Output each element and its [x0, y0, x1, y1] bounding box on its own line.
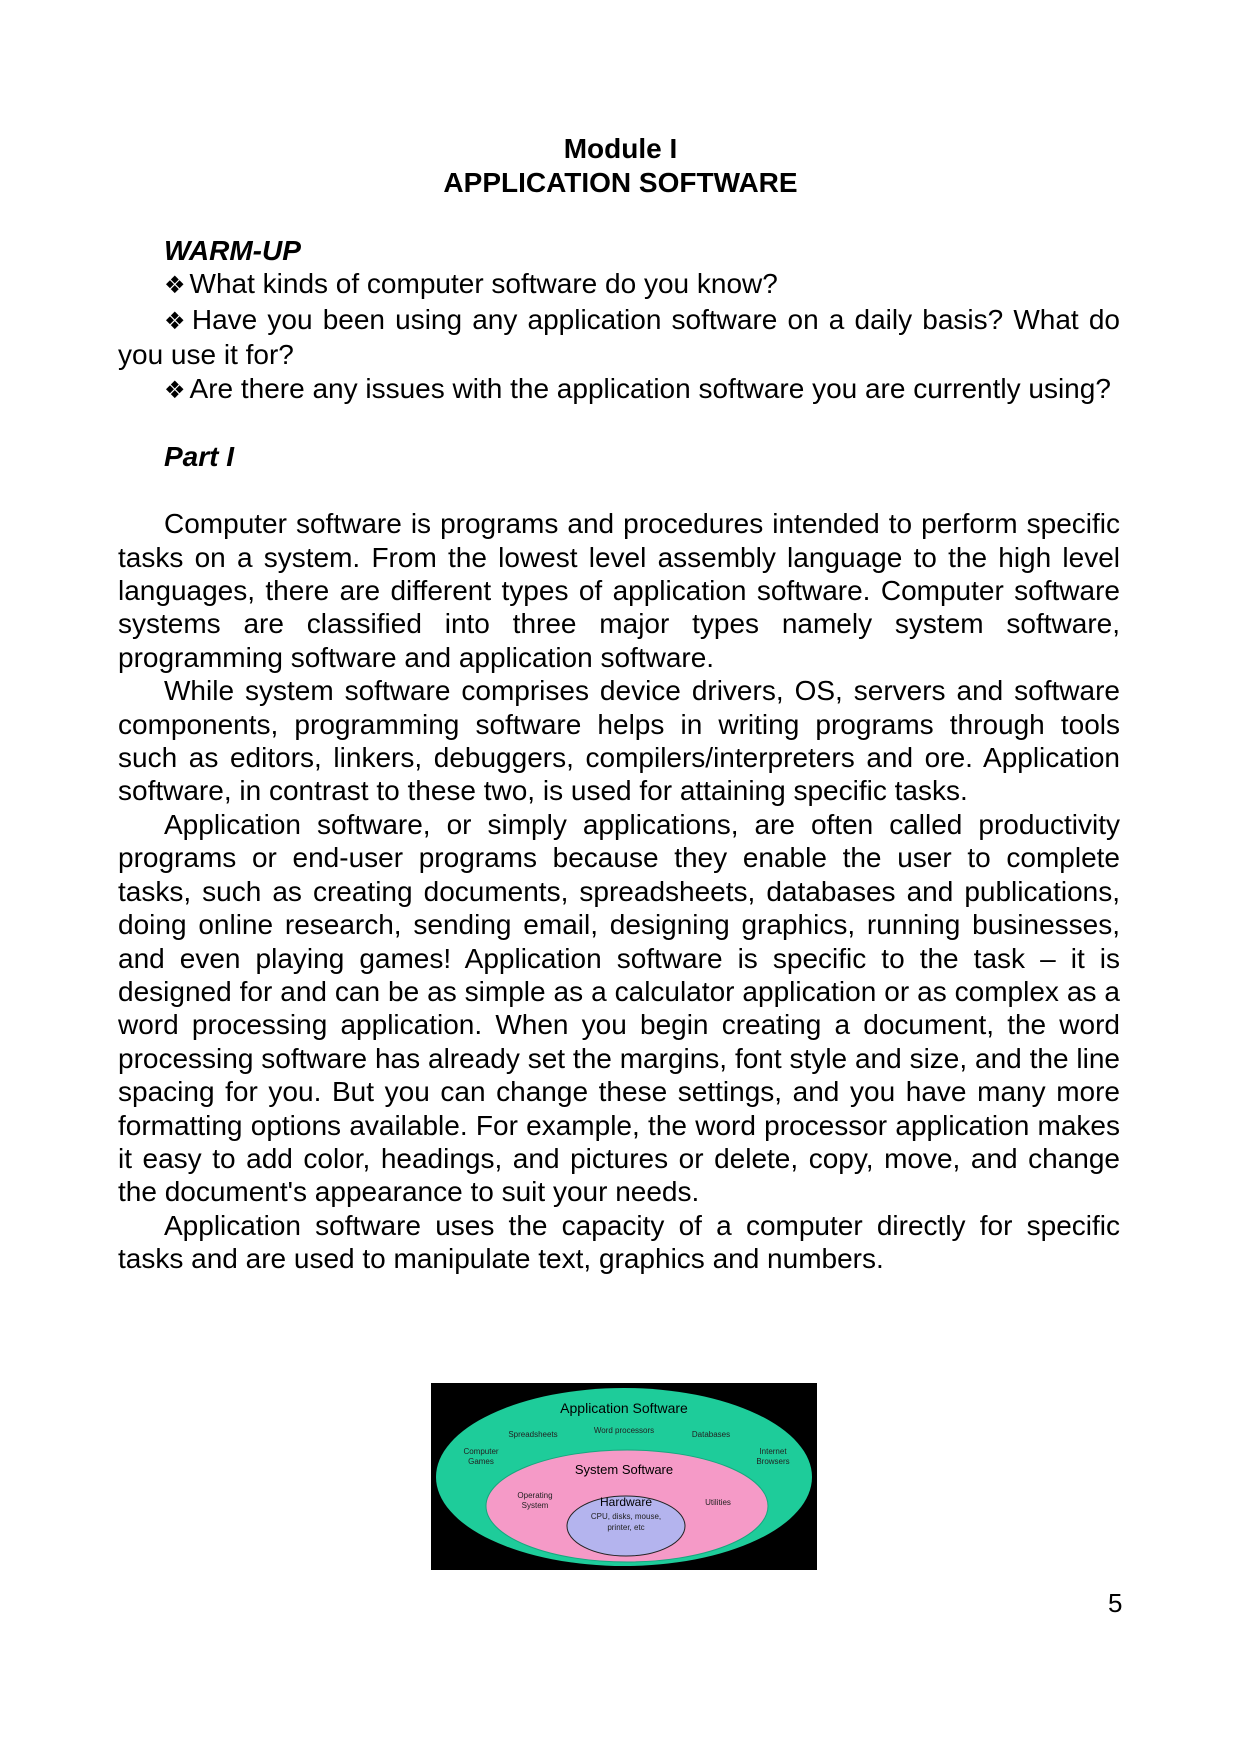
module-header — [0, 132, 1241, 200]
diamond-bullet-icon: ❖ — [164, 376, 186, 404]
diamond-bullet-icon: ❖ — [164, 272, 186, 300]
warmup-question — [118, 303, 1120, 372]
databases-label: Databases — [691, 1430, 731, 1439]
computer-games-label: Computer — [463, 1447, 499, 1456]
internet-browsers-label: Browsers — [756, 1457, 790, 1466]
warmup-question-text: Are there any issues with the application software you are currently using? — [189, 372, 1111, 404]
spreadsheets-label: Spreadsheets — [508, 1430, 558, 1439]
body-paragraph: While system software comprises device drivers, OS, servers and software components, programming software helps in writing programs through tools such as editors, linkers, debuggers, compilers/interpreters and ore. Application software, in contrast to these two, is used for attaining specific tasks. — [118, 675, 1120, 807]
utilities-label: Utilities — [705, 1498, 731, 1507]
hardware-items-label: CPU, disks, mouse, — [590, 1512, 662, 1521]
page-number: 5 — [1108, 1588, 1123, 1618]
operating-system-label: Operating — [517, 1491, 553, 1500]
internet-browsers-label: Internet — [759, 1447, 787, 1456]
module-title: APPLICATION SOFTWARE — [443, 167, 798, 198]
word-processors-label: Word processors — [593, 1426, 655, 1435]
operating-system-label: System — [521, 1501, 549, 1510]
warmup-heading: WARM-UP — [164, 235, 301, 266]
warmup-question — [118, 267, 1120, 302]
hardware-items-label: printer, etc — [607, 1523, 645, 1532]
software-layers-diagram — [431, 1383, 817, 1570]
diamond-bullet-icon: ❖ — [164, 307, 188, 335]
warmup-question-text: What kinds of computer software do you know? — [189, 268, 778, 300]
application-software-title: Application Software — [560, 1400, 688, 1416]
warmup-question — [118, 372, 1120, 407]
warmup-question-text: Have you been using any application software on a daily basis? What do you use it for? — [118, 303, 1120, 371]
hardware-title: Hardware — [599, 1495, 653, 1509]
page-content — [118, 234, 1120, 1276]
system-software-title: System Software — [574, 1462, 674, 1477]
body-paragraph: Application software uses the capacity of a computer directly for specific tasks and are used to manipulate text, graphics and numbers. — [118, 1209, 1120, 1275]
module-number: Module I — [563, 133, 678, 164]
body-paragraph: Computer software is programs and procedures intended to perform specific tasks on a system. From the lowest level assembly language to the high level languages, there are different types of application software. Computer software systems are classified into three major types namely system software, programming software and application software. — [118, 508, 1120, 673]
computer-games-label: Games — [468, 1457, 494, 1466]
body-paragraph: Application software, or simply applications, are often called productivity programs or end-user programs because they enable the user to complete tasks, such as creating documents, spreadsheets, databases and publications, doing online research, sending email, designing graphics, running businesses, and even playing games! Application software is specific to the task – it is designed for and can be as simple as a calculator application or as complex as a word processing application. When you begin creating a document, the word processing software has already set the margins, font style and size, and the line spacing for you. But you can change these settings, and you have many more formatting options available. For example, the word processor application makes it easy to add color, headings, and pictures or delete, copy, move, and change the document's appearance to suit your needs. — [118, 808, 1120, 1208]
part-heading: Part I — [164, 441, 235, 473]
